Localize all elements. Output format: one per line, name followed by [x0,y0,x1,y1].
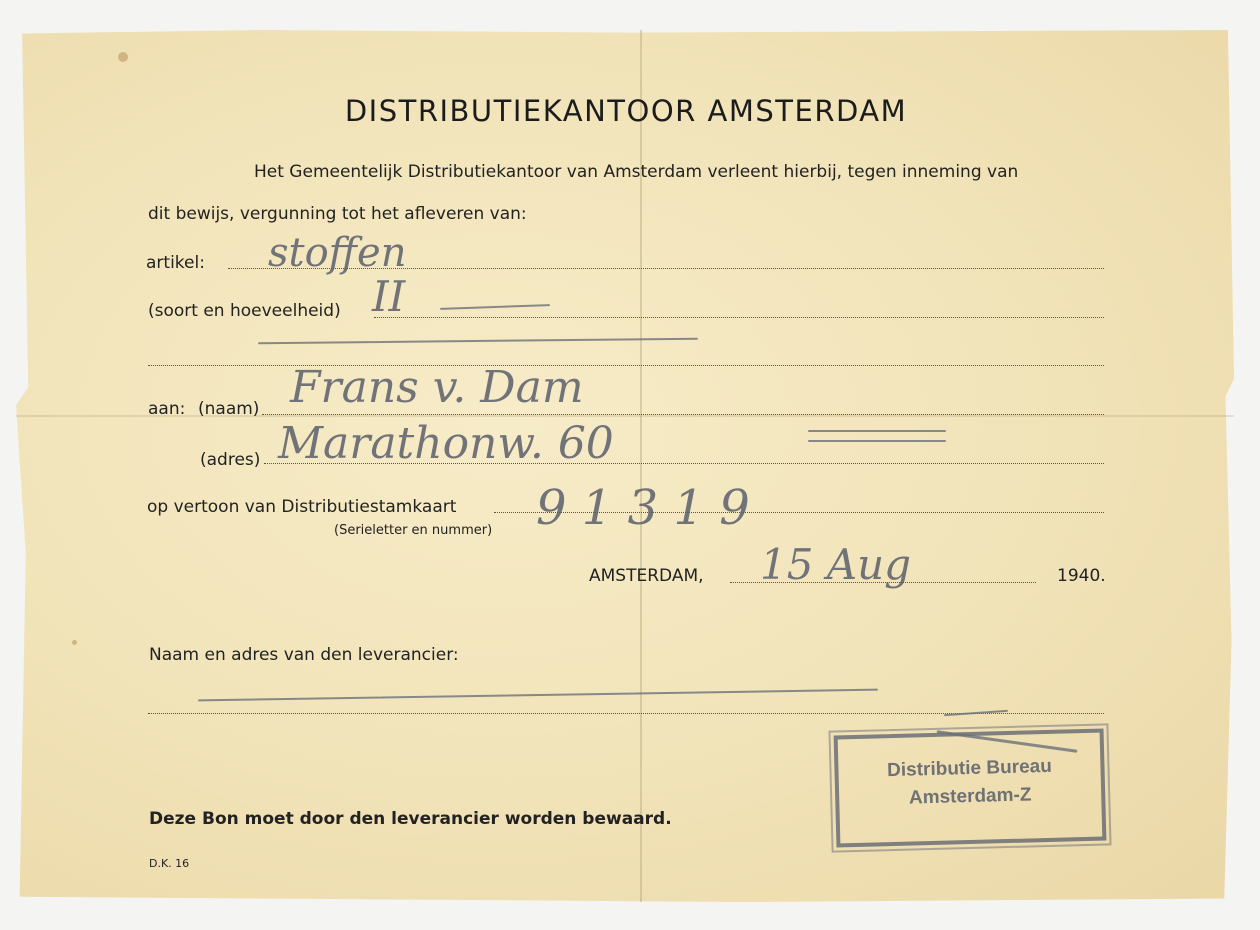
serie-label: (Serieletter en nummer) [334,523,493,538]
handwritten-adres: Marathonw. 60 [278,418,614,469]
handwritten-artikel: stoffen [268,230,407,276]
intro-line-1: Het Gemeentelijk Distributiekantoor van Amsterdam verleent hierbij, tegen inneming van [254,162,1019,182]
page-title: DISTRIBUTIEKANTOOR AMSTERDAM [344,94,908,128]
artikel-label: artikel: [146,253,205,273]
handwritten-hoeveelheid: II [372,272,406,321]
handwritten-datum: 15 Aug [760,540,912,589]
office-stamp [834,728,1107,847]
form-code: D.K. 16 [149,857,190,870]
leverancier-label: Naam en adres van den leverancier: [149,645,459,665]
handwritten-naam: Frans v. Dam [290,362,584,413]
intro-line-2: dit bewijs, vergunning tot het afleveren van: [148,204,527,224]
pencil-stroke [808,440,946,442]
bewaard-note: Deze Bon moet door den leverancier worden bewaard. [149,809,672,829]
handwritten-kaartnummer: 9 1 3 1 9 [536,480,750,536]
naam-label: (naam) [198,399,260,419]
stamp-line-1: Distributie Bureau [886,755,1053,782]
stamp-line-2: Amsterdam-Z [908,784,1032,809]
city-label: AMSTERDAM, [589,566,704,586]
fold-crease-vertical [640,30,642,902]
stamkaart-label: op vertoon van Distributiestamkaart [147,497,457,517]
soort-line [374,317,1104,318]
soort-label: (soort en hoeveelheid) [148,301,341,321]
adres-label: (adres) [200,450,261,470]
aan-label: aan: [148,399,186,419]
year-label: 1940. [1057,566,1106,586]
stain-mark [72,640,77,645]
naam-line [262,414,1104,415]
pencil-stroke [808,430,946,432]
stain-mark [118,52,128,62]
